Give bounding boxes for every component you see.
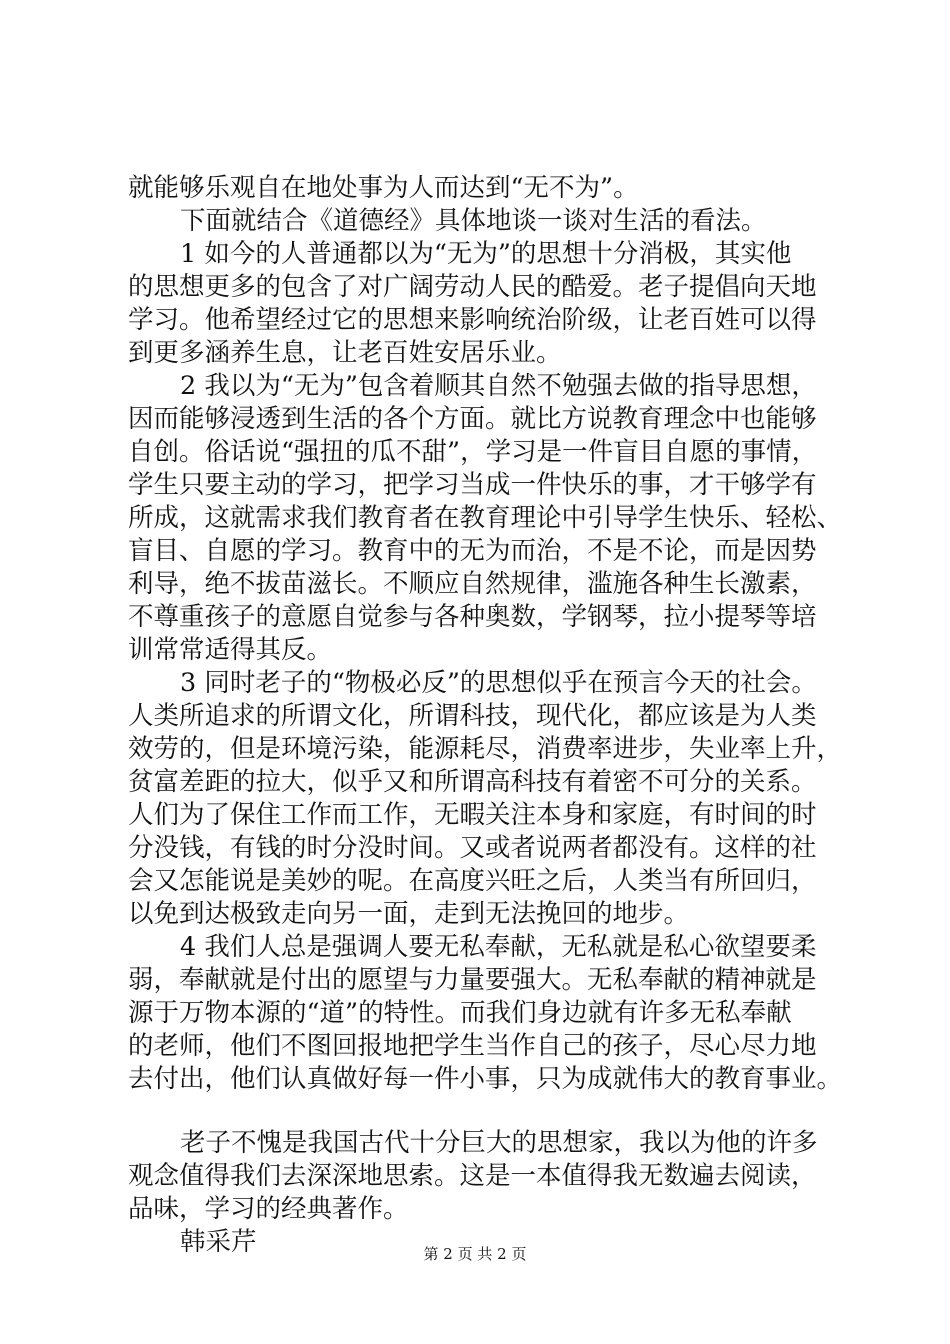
text-line: 下面就结合《道德经》具体地谈一谈对生活的看法。 [180, 206, 767, 236]
text-line: 盲目、自愿的学习。教育中的无为而治，不是不论，而是因势 [128, 536, 817, 566]
text-line: 源于万物本源的“道”的特性。而我们身边就有许多无私奉献 [128, 998, 792, 1028]
text-line: 人们为了保住工作而工作，无暇关注本身和家庭，有时间的时 [128, 800, 817, 830]
text-line: 利导，绝不拔苗滋长。不顺应自然规律，滥施各种生长激素， [128, 569, 817, 599]
text-line: 训常常适得其反。 [128, 635, 333, 665]
text-line: 就能够乐观自在地处事为人而达到“无不为”。 [128, 173, 639, 203]
document-body [128, 172, 850, 1259]
text-line: 因而能够浸透到生活的各个方面。就比方说教育理念中也能够 [128, 404, 817, 434]
text-line: 不尊重孩子的意愿自觉参与各种奥数，学钢琴，拉小提琴等培 [128, 602, 817, 632]
text-line: 1 如今的人普通都以为“无为”的思想十分消极，其实他 [180, 239, 792, 269]
text-line: 人类所追求的所谓文化，所谓科技，现代化，都应该是为人类 [128, 701, 817, 731]
text-line: 学生只要主动的学习，把学习当成一件快乐的事，才干够学有 [128, 470, 817, 500]
text-line: 的思想更多的包含了对广阔劳动人民的酷爱。老子提倡向天地 [128, 272, 817, 302]
text-line: 观念值得我们去深深地思索。这是一本值得我无数遍去阅读， [128, 1161, 817, 1191]
page-footer: 第 2 页 共 2 页 [423, 1245, 527, 1263]
text-line: 2 我以为“无为”包含着顺其自然不勉强去做的指导思想， [180, 371, 817, 401]
text-line: 学习。他希望经过它的思想来影响统治阶级，让老百姓可以得 [128, 305, 817, 335]
text-line: 品味，学习的经典著作。 [128, 1194, 409, 1224]
text-line: 去付出，他们认真做好每一件小事，只为成就伟大的教育事业。 [128, 1064, 843, 1094]
text-line: 分没钱，有钱的时分没时间。又或者说两者都没有。这样的社 [128, 833, 817, 863]
text-line: 老子不愧是我国古代十分巨大的思想家，我以为他的许多 [180, 1128, 818, 1158]
text-line: 以免到达极致走向另一面，走到无法挽回的地步。 [128, 899, 690, 929]
text-line: 4 我们人总是强调人要无私奉献，无私就是私心欲望要柔 [180, 932, 817, 962]
text-line: 贫富差距的拉大，似乎又和所谓高科技有着密不可分的关系。 [128, 767, 817, 797]
text-line: 会又怎能说是美妙的呢。在高度兴旺之后，人类当有所回归， [128, 866, 817, 896]
author-name: 韩采芹 [180, 1227, 257, 1257]
text-line: 弱，奉献就是付出的愿望与力量要强大。无私奉献的精神就是 [128, 965, 817, 995]
text-line: 自创。俗话说“强扭的瓜不甜”，学习是一件盲目自愿的事情， [128, 437, 818, 467]
text-line: 所成，这就需求我们教育者在教育理论中引导学生快乐、轻松、 [128, 503, 843, 533]
text-line: 3 同时老子的“物极必反”的思想似乎在预言今天的社会。 [180, 668, 817, 698]
text-line: 到更多涵养生息，让老百姓安居乐业。 [128, 338, 562, 368]
text-line: 的老师，他们不图回报地把学生当作自己的孩子，尽心尽力地 [128, 1031, 817, 1061]
text-line: 效劳的，但是环境污染，能源耗尽，消费率进步，失业率上升， [128, 734, 843, 764]
